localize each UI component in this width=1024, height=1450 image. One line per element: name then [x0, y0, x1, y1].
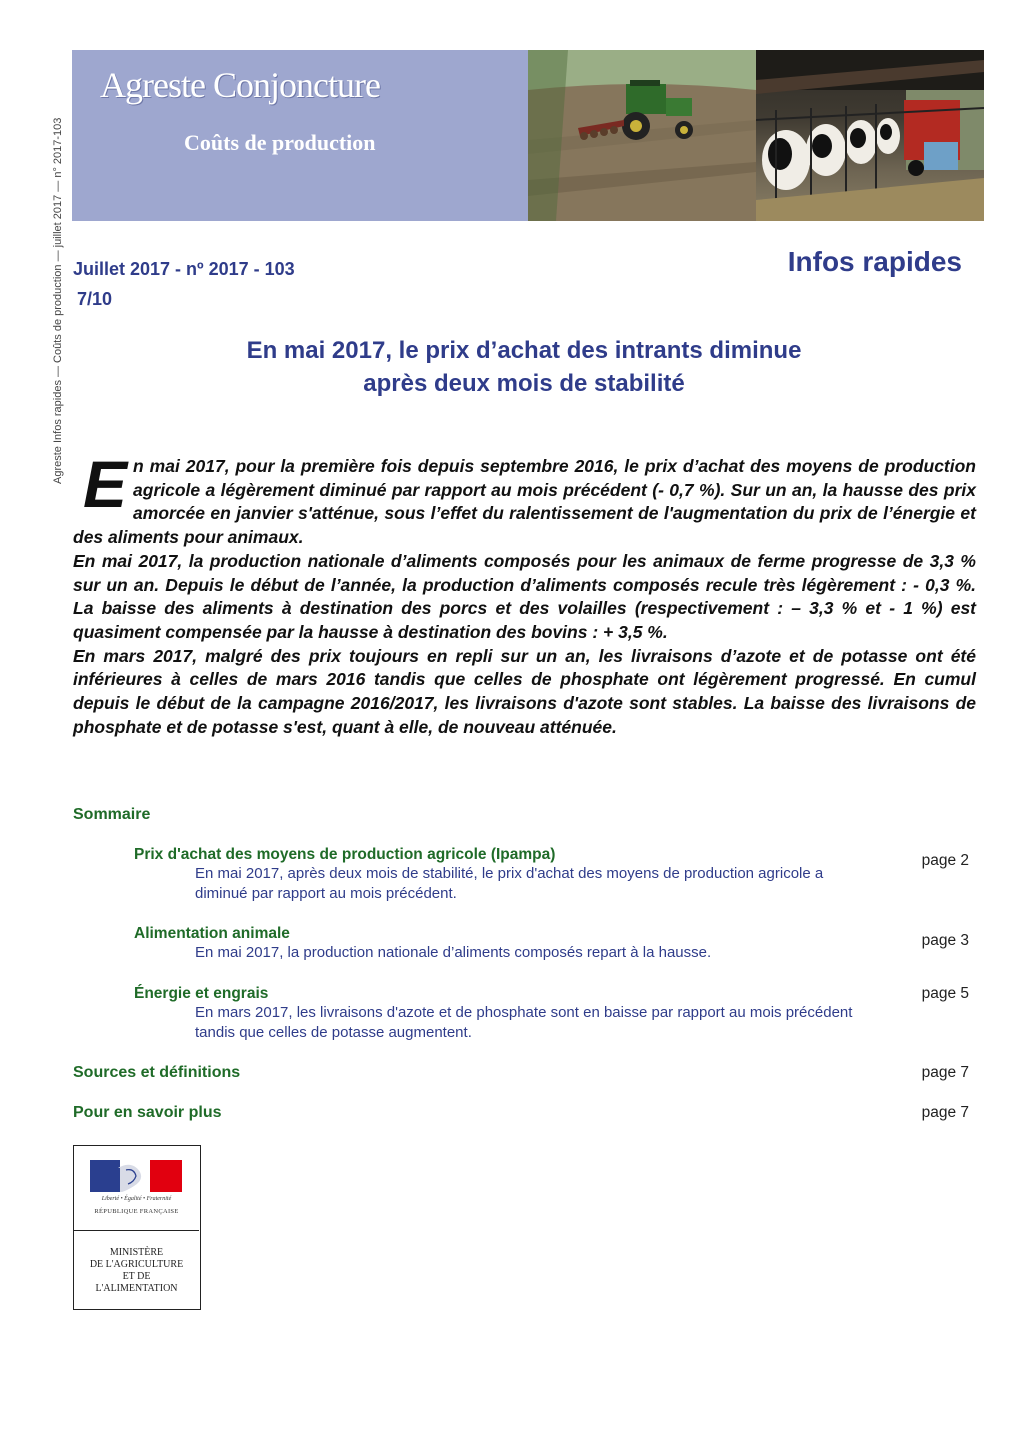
- tractor-illustration: [528, 50, 756, 221]
- intro-paragraph-1: [73, 447, 976, 550]
- toc-entry-page: page 3: [921, 932, 969, 949]
- ministry-logo: [73, 1145, 201, 1310]
- toc-sources-page: page 7: [921, 1064, 969, 1081]
- series-label: Infos rapides: [787, 246, 962, 277]
- toc-entry-description: En mai 2017, après deux mois de stabilité, le prix d'achat des moyens de production agricole a diminué par rapport au mois précédent.: [195, 865, 824, 902]
- toc-entry-alimentation[interactable]: [134, 925, 969, 963]
- toc-more-title[interactable]: Pour en savoir plus: [73, 1104, 222, 1121]
- intro-summary: [73, 447, 976, 739]
- toc-entry-energie[interactable]: [134, 985, 969, 1043]
- header-banner: [72, 50, 984, 221]
- issue-date-number: Juillet 2017 - nº 2017 - 103: [73, 259, 295, 279]
- toc-entry-more[interactable]: [73, 1104, 969, 1122]
- page-title: [120, 334, 928, 400]
- toc-entry-title[interactable]: Prix d'achat des moyens de production agricole (Ipampa): [134, 846, 556, 863]
- intro-paragraph-3: En mars 2017, malgré des prix toujours en repli sur un an, les livraisons d’azote et de potasse ont été inférieures à celles de mars 2016 tandis que celles de phosphate ont légèrement progressé. En cumul depuis le début de la campagne 2016/2017, les livraisons d'azote sont stables. La baisse des livraisons de phosphate et de potasse s'est, quant à elle, de nouveau atténuée.: [73, 645, 976, 737]
- cattle-barn-photo: [756, 50, 984, 221]
- ministry-line-3: ET DE: [122, 1271, 151, 1282]
- marianne-block: [74, 1146, 199, 1231]
- table-of-contents-heading: Sommaire: [73, 806, 151, 823]
- title-line-1: En mai 2017, le prix d’achat des intrants diminue: [246, 337, 802, 364]
- toc-entry-page: page 5: [921, 985, 969, 1002]
- issue-page-count: 7/10: [77, 289, 113, 309]
- intro-paragraph-2: En mai 2017, la production nationale d’aliments composés pour les animaux de ferme progresse de 3,3 % sur un an. Depuis le début de l’année, la production d’aliments composés recule très légèrement : - 0,3 %. La baisse des aliments à destination des porcs et des volailles (respectivement : – 3,3 % et - 1 %) est quasiment compensée par la hausse à destination des bovins : + 3,5 %.: [73, 550, 976, 642]
- toc-entry-sources[interactable]: [73, 1064, 969, 1082]
- banner-subtitle: Coûts de production: [184, 130, 376, 155]
- intro-paragraph-1-text: n mai 2017, pour la première fois depuis septembre 2016, le prix d’achat des moyens de production agricole a légèrement diminué par rapport au mois précédent (- 0,7 %). Sur un an, la hausse des prix amorcée en janvier s'atténue, sous l’effet du ralentissement de l'augmentation du prix de l’énergie et des aliments pour animaux.: [73, 456, 976, 548]
- vertical-side-caption: [52, 24, 64, 484]
- tractor-field-photo: [528, 50, 756, 221]
- ministry-line-1: MINISTÈRE: [109, 1247, 164, 1258]
- toc-entry-title[interactable]: Énergie et engrais: [134, 985, 269, 1002]
- republic-motto: Liberté • Égalité • Fraternité: [101, 1196, 172, 1202]
- cattle-barn-illustration: [756, 50, 984, 221]
- toc-entry-page: page 2: [921, 852, 969, 869]
- toc-sources-title[interactable]: Sources et définitions: [73, 1064, 241, 1081]
- toc-entry-description: En mai 2017, la production nationale d’aliments composés repart à la hausse.: [195, 944, 712, 961]
- ministry-line-4: L'ALIMENTATION: [95, 1283, 178, 1294]
- toc-entry-title[interactable]: Alimentation animale: [134, 925, 290, 942]
- toc-entry-ipampa[interactable]: [134, 846, 969, 904]
- ministry-line-2: DE L'AGRICULTURE: [89, 1259, 184, 1270]
- banner-title-panel: [72, 50, 528, 221]
- ministry-name-block: [74, 1231, 199, 1309]
- title-line-2: après deux mois de stabilité: [363, 370, 685, 397]
- brand-logo-text: Agreste Conjoncture: [100, 65, 380, 105]
- side-caption-text: Agreste Infos rapides — Coûts de production — juillet 2017 — n° 2017-103: [52, 117, 64, 484]
- toc-more-page: page 7: [921, 1104, 969, 1121]
- republic-flag-icon: [74, 1146, 199, 1194]
- issue-meta: [73, 254, 295, 314]
- ministry-name: [74, 1231, 199, 1295]
- republic-name: RÉPUBLIQUE FRANÇAISE: [94, 1208, 179, 1215]
- toc-entry-description: En mars 2017, les livraisons d'azote et de phosphate sont en baisse par rapport au mois précédent tandis que celles de potasse augmentent.: [195, 1004, 853, 1041]
- drop-cap-letter: E: [83, 447, 128, 521]
